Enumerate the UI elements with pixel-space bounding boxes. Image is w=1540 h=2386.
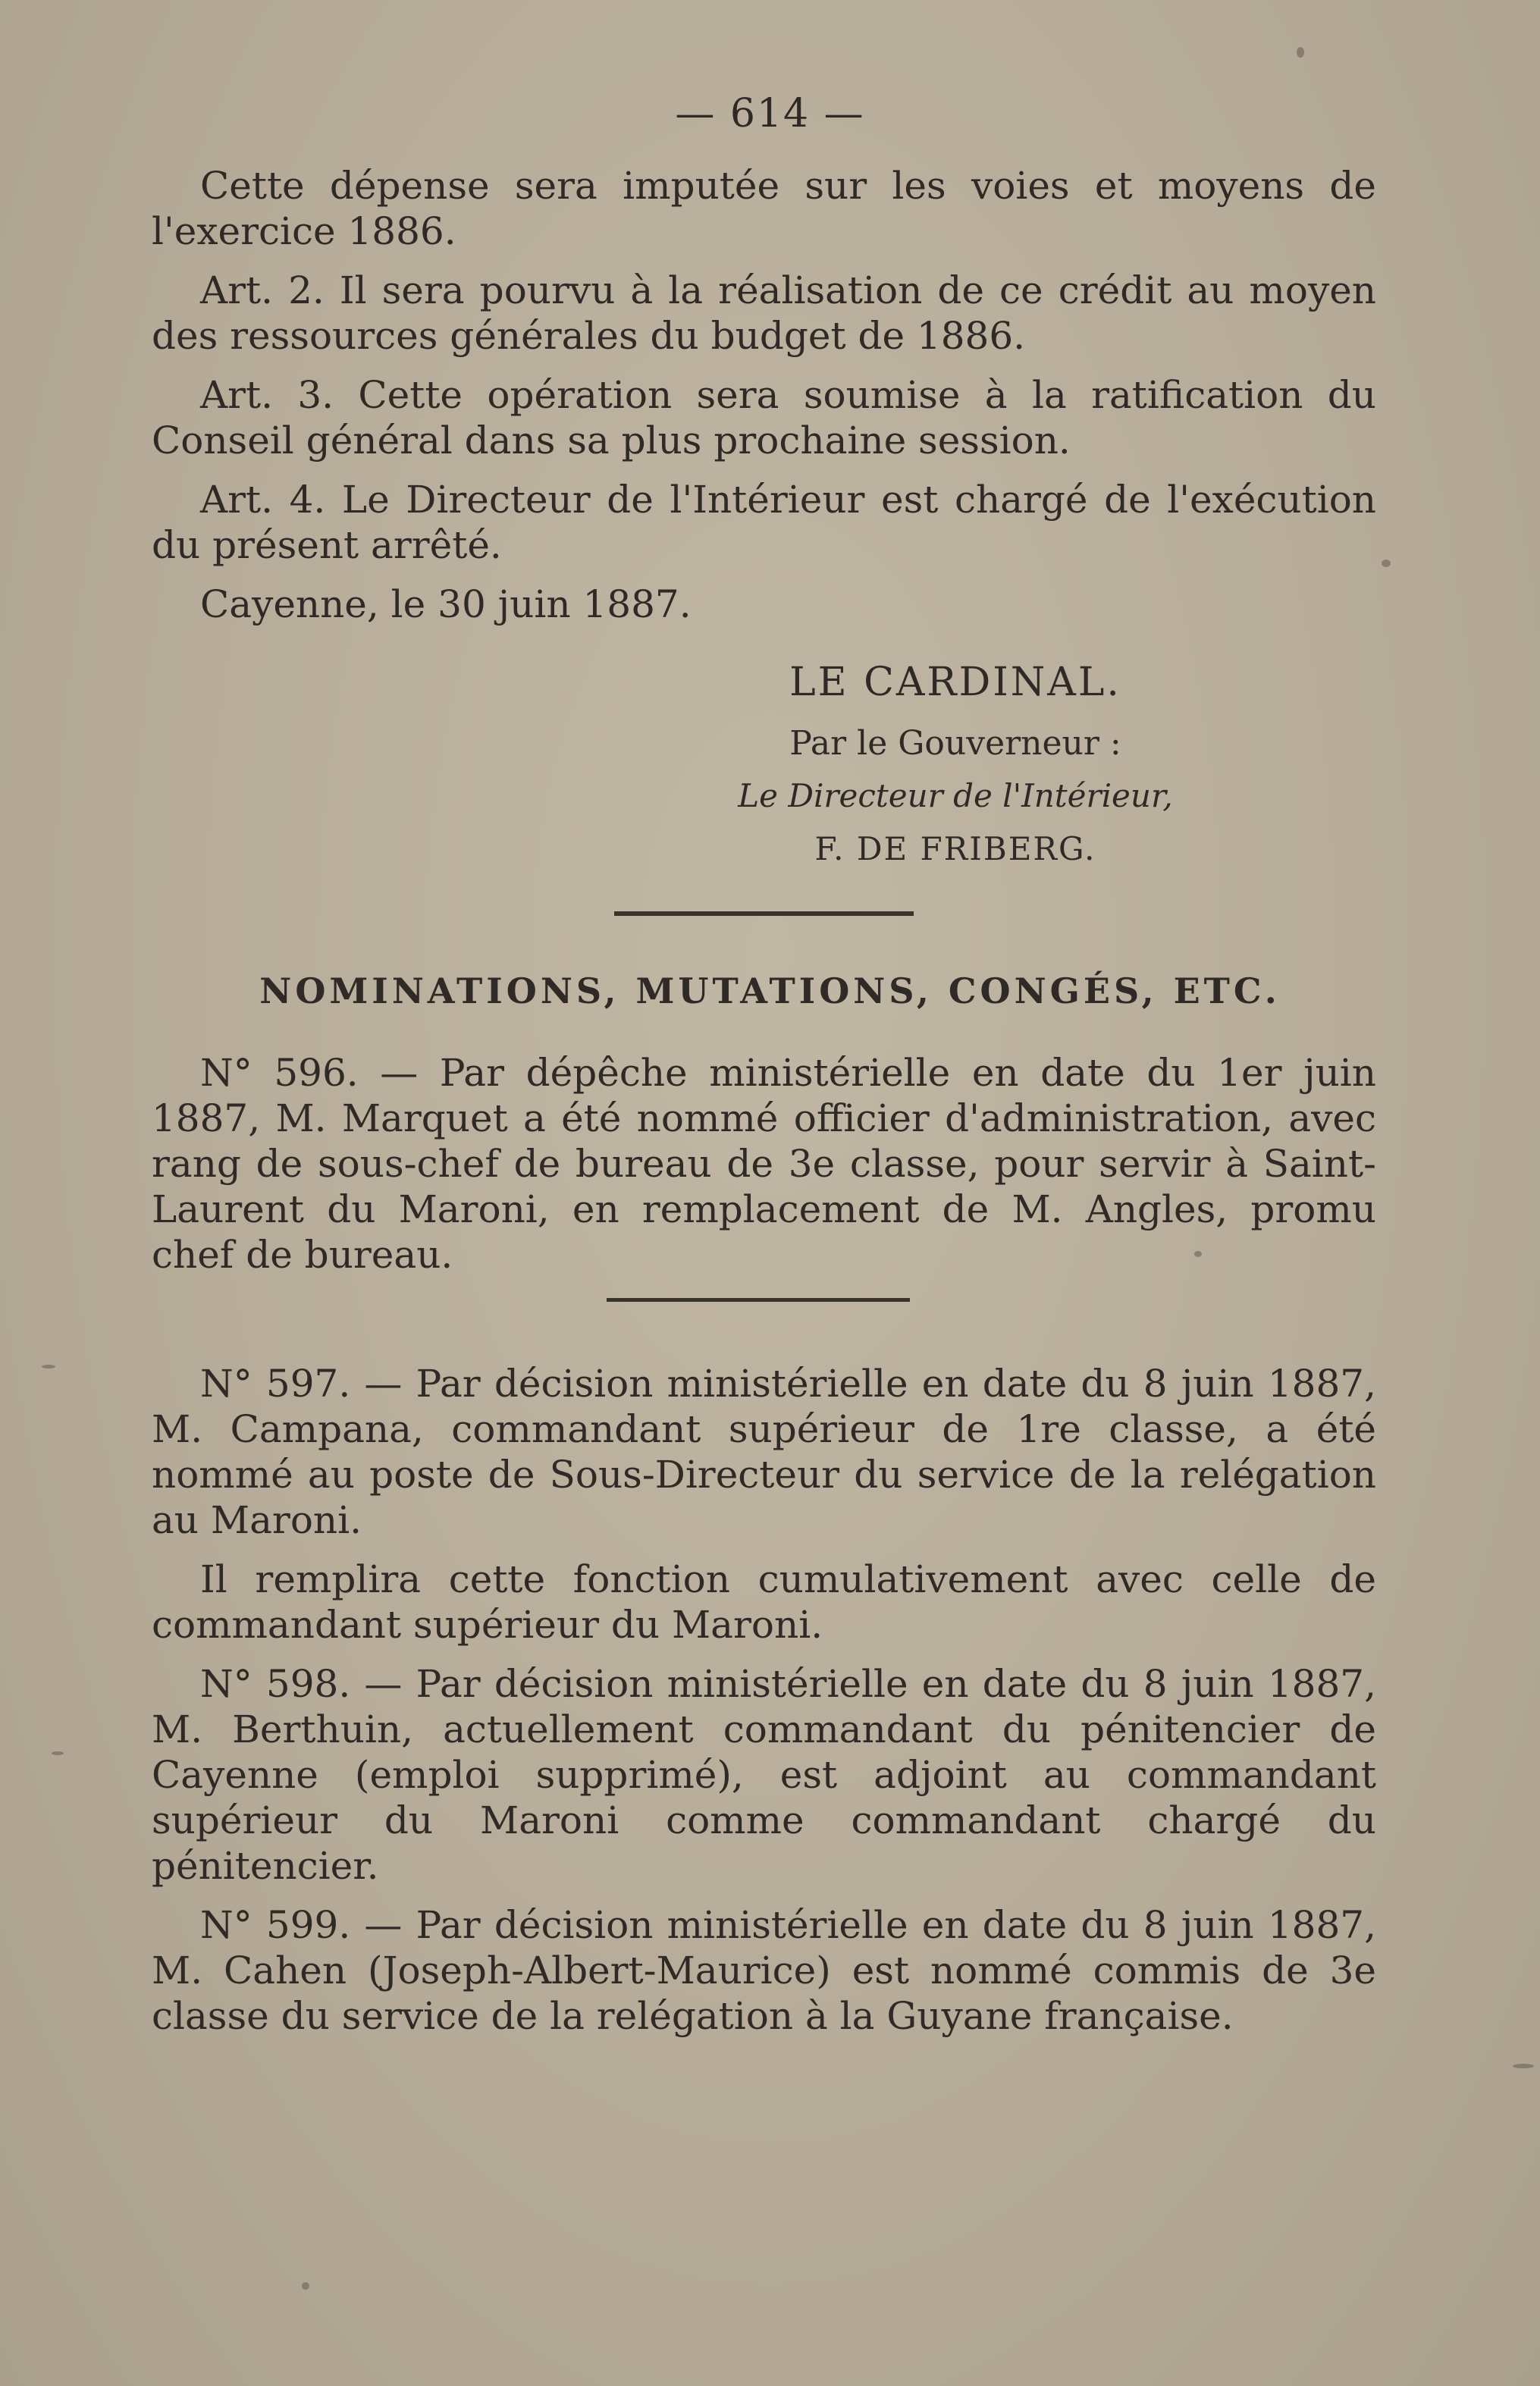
signature-name: LE CARDINAL.	[789, 660, 1121, 705]
entry-597: N° 597. — Par décision ministérielle en date du 8 juin 1887, M. Campana, commandant supérieur de 1re classe, a été nommé au poste de Sous-Directeur du service de la relégation au Maroni.	[152, 1362, 1376, 1542]
paper-speck	[1513, 2064, 1534, 2068]
paragraph-article-4: Art. 4. Le Directeur de l'Intérieur est chargé de l'exécution du présent arrêté.	[152, 478, 1376, 567]
signature-director-name: F. DE FRIBERG.	[814, 830, 1096, 867]
paper-speck	[52, 1751, 64, 1755]
paper-speck	[1194, 1251, 1202, 1257]
signature-director-title: Le Directeur de l'Intérieur,	[738, 777, 1173, 814]
separator-rule	[607, 1298, 910, 1302]
entry-599: N° 599. — Par décision ministérielle en date du 8 juin 1887, M. Cahen (Joseph-Albert-Maurice) est nommé commis de 3e classe du service de la relégation à la Guyane française.	[152, 1903, 1376, 2038]
entry-598: N° 598. — Par décision ministérielle en date du 8 juin 1887, M. Berthuin, actuellement commandant du pénitencier de Cayenne (emploi supprimé), est adjoint au commandant supérieur du Maroni comme commandant chargé du pénitencier.	[152, 1662, 1376, 1888]
entry-596: N° 596. — Par dépêche ministérielle en date du 1er juin 1887, M. Marquet a été nommé officier d'administration, avec rang de sous-chef de bureau de 3e classe, pour servir à Saint-Laurent du Maroni, en remplacement de M. Angles, promu chef de bureau.	[152, 1051, 1376, 1277]
paragraph-article-2: Art. 2. Il sera pourvu à la réalisation de ce crédit au moyen des ressources générales du budget de 1886.	[152, 268, 1376, 358]
page-number: — 614 —	[675, 91, 865, 136]
paper-speck	[42, 1365, 55, 1369]
entries-block	[152, 1361, 1376, 2052]
paper-speck	[1297, 47, 1304, 58]
entry-597-note: Il remplira cette fonction cumulativement avec celle de commandant supérieur du Maroni.	[152, 1557, 1376, 1647]
section-heading: NOMINATIONS, MUTATIONS, CONGÉS, ETC.	[259, 970, 1281, 1011]
paper-speck	[1382, 560, 1391, 567]
separator-rule	[614, 911, 914, 916]
paragraph-date-place: Cayenne, le 30 juin 1887.	[200, 582, 692, 626]
paragraph-imputation: Cette dépense sera imputée sur les voies et moyens de l'exercice 1886.	[152, 164, 1376, 253]
paper-speck	[302, 2282, 309, 2290]
decree-text	[152, 163, 1376, 641]
signature-par-le-gouverneur: Par le Gouverneur :	[789, 724, 1121, 763]
paragraph-article-3: Art. 3. Cette opération sera soumise à la ratification du Conseil général dans sa plus prochaine session.	[152, 373, 1376, 462]
entry-596-block	[152, 1050, 1376, 1291]
